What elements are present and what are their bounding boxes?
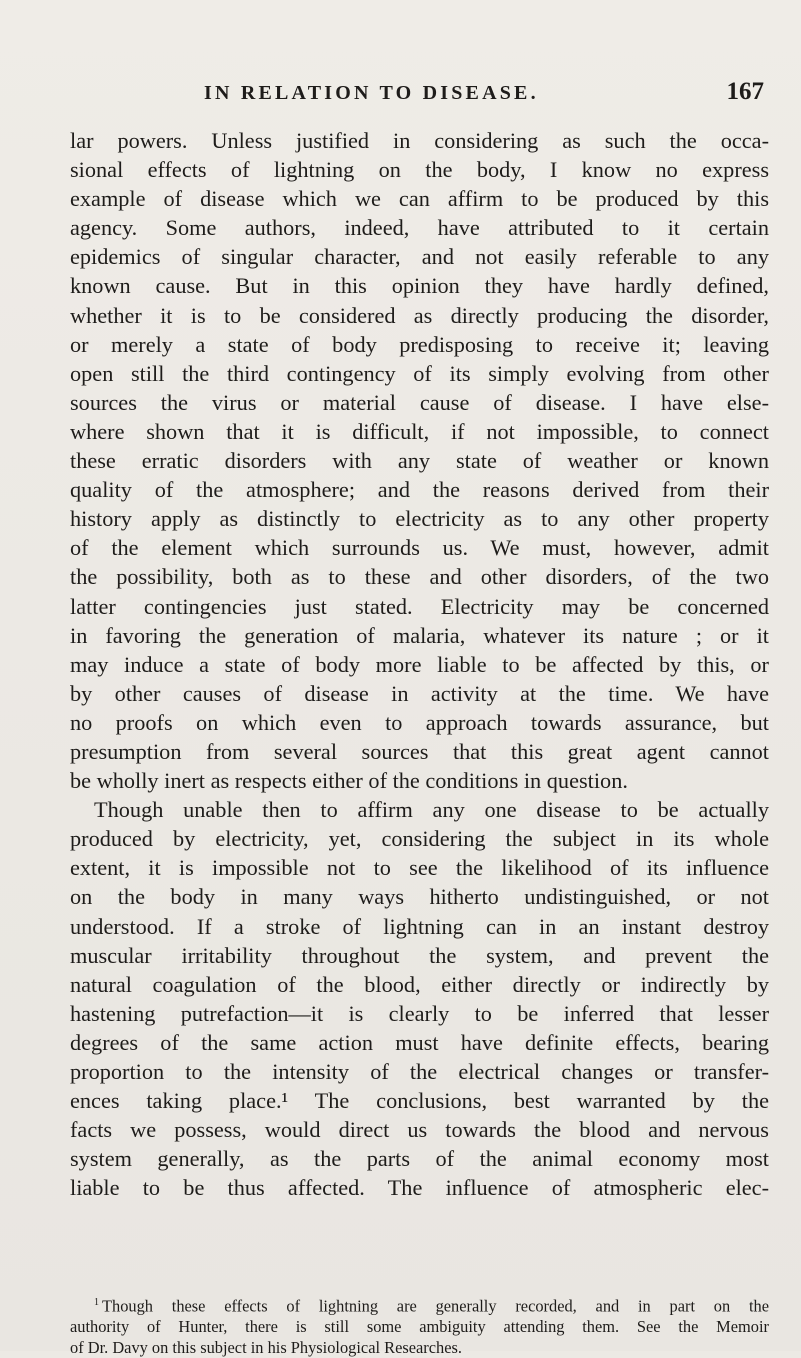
text-line: hastening putrefaction—it is clearly to be inferred that lesser (70, 1000, 769, 1026)
text-line: latter contingencies just stated. Electricity may be concerned (70, 593, 769, 619)
footnote-line (70, 1292, 769, 1316)
page-header (70, 78, 770, 112)
text-line: the possibility, both as to these and other disorders, of the two (70, 564, 769, 590)
text-line: understood. If a stroke of lightning can in an instant destroy (70, 913, 769, 939)
text-line: agency. Some authors, indeed, have attributed to it certain (70, 215, 769, 241)
text-line: presumption from several sources that this great agent cannot (70, 738, 769, 764)
text-line: liable to be thus affected. The influence of atmospheric elec- (70, 1175, 769, 1201)
page-number: 167 (726, 78, 764, 105)
text-line: history apply as distinctly to electricity as to any other property (70, 506, 769, 532)
text-line: muscular irritability throughout the system, and prevent the (70, 942, 769, 968)
text-line: sources the virus or material cause of disease. I have else- (70, 389, 769, 415)
text-line: may induce a state of body more liable to be affected by this, or (70, 651, 769, 677)
footnote-line: authority of Hunter, there is still some ambiguity attending them. See the Memoir (70, 1317, 769, 1337)
footnote-line: of Dr. Davy on this subject in his Physiological Researches. (70, 1338, 462, 1358)
text-line: degrees of the same action must have definite effects, bearing (70, 1029, 769, 1055)
text-line: whether it is to be considered as directly producing the disorder, (70, 302, 769, 328)
text-line: sional effects of lightning on the body, I know no express (70, 157, 769, 183)
text-line: in favoring the generation of malaria, whatever its nature ; or it (70, 622, 769, 648)
text-line: these erratic disorders with any state of weather or known (70, 448, 769, 474)
text-line: proportion to the intensity of the electrical changes or transfer- (70, 1059, 769, 1084)
text-line: ences taking place.¹ The conclusions, best warranted by the (70, 1088, 769, 1114)
running-head: IN RELATION TO DISEASE. (204, 82, 539, 104)
text-line: be wholly inert as respects either of the conditions in question. (70, 768, 628, 794)
text-line: produced by electricity, yet, considering the subject in its whole (70, 826, 769, 852)
text-line: system generally, as the parts of the animal economy most (70, 1146, 769, 1172)
text-line: Though unable then to affirm any one disease to be actually (94, 797, 769, 823)
body-text (70, 126, 769, 1202)
text-line: extent, it is impossible not to see the likelihood of its influence (70, 855, 769, 881)
footnote-text: Though these effects of lightning are generally recorded, and in part on the (102, 1296, 769, 1316)
text-line: natural coagulation of the blood, either directly or indirectly by (70, 971, 769, 997)
footnote (70, 1292, 769, 1358)
text-line: on the body in many ways hitherto undistinguished, or not (70, 884, 769, 910)
text-line: epidemics of singular character, and not easily referable to any (70, 244, 769, 270)
footnote-marker: 1 (94, 1297, 99, 1308)
text-line: no proofs on which even to approach towards assurance, but (70, 709, 769, 735)
text-line: example of disease which we can affirm to be produced by this (70, 186, 769, 212)
text-line: or merely a state of body predisposing to receive it; leaving (70, 331, 769, 357)
text-line: by other causes of disease in activity at the time. We have (70, 680, 769, 706)
text-line: of the element which surrounds us. We must, however, admit (70, 535, 769, 561)
text-line: facts we possess, would direct us towards the blood and nervous (70, 1117, 769, 1143)
text-line: open still the third contingency of its simply evolving from other (70, 360, 769, 386)
text-line: quality of the atmosphere; and the reasons derived from their (70, 477, 769, 503)
text-line: where shown that it is difficult, if not impossible, to connect (70, 418, 769, 444)
text-line: lar powers. Unless justified in considering as such the occa- (70, 128, 769, 153)
text-line: known cause. But in this opinion they have hardly defined, (70, 273, 769, 299)
